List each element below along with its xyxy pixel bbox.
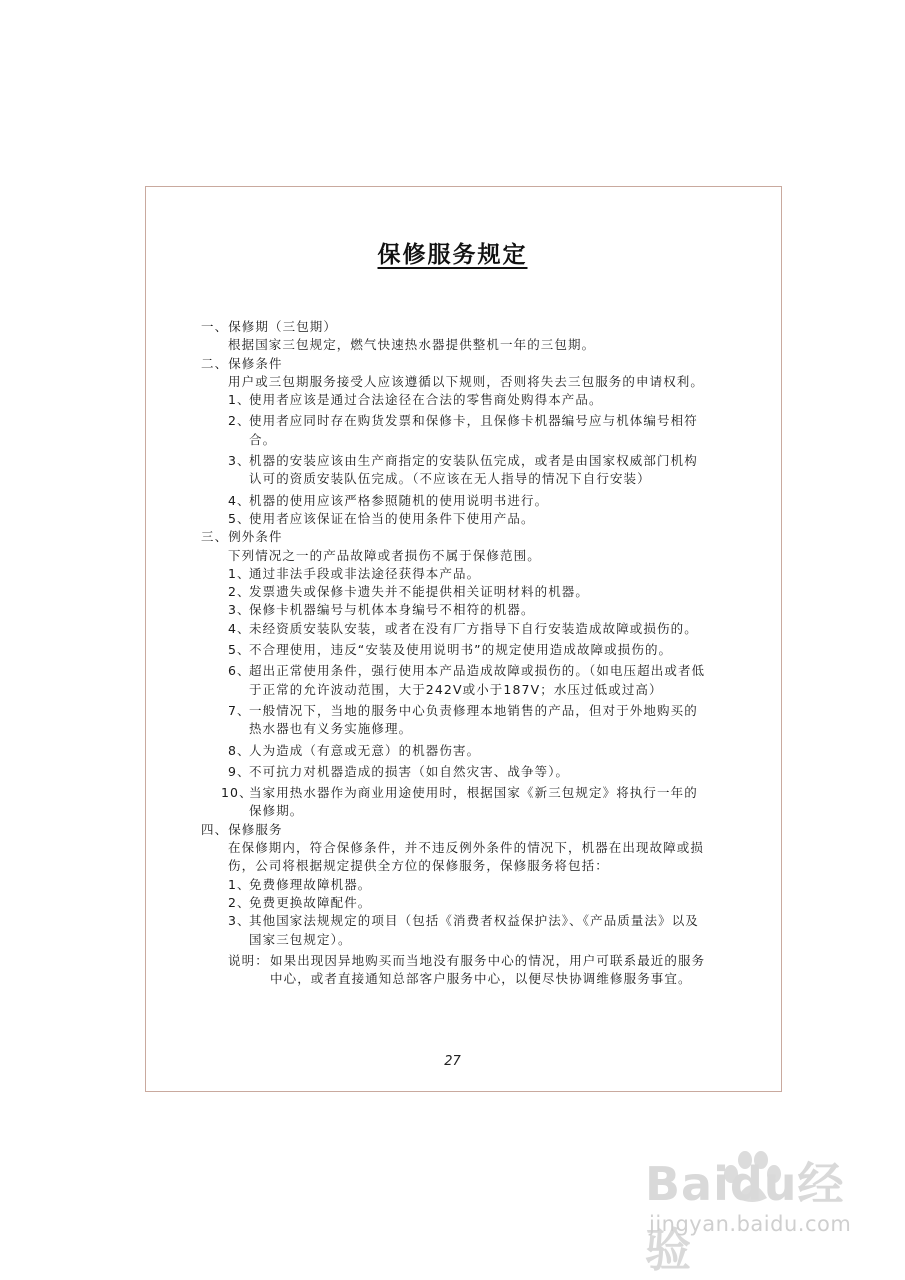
list-item <box>201 492 711 510</box>
item-number: 7、 <box>228 702 251 718</box>
list-item <box>201 620 711 638</box>
note-label: 说明： <box>228 952 269 968</box>
item-text: 一般情况下，当地的服务中心负责修理本地销售的产品，但对于外地购买的热水器也有义务实施修理。 <box>249 702 698 737</box>
list-item <box>201 763 711 781</box>
watermark-logo: Baidu经验 <box>645 1157 845 1277</box>
item-number: 1、 <box>228 392 251 408</box>
item-text: 通过非法手段或非法途径获得本产品。 <box>249 565 481 581</box>
list-item <box>201 702 711 739</box>
item-text: 免费更换故障配件。 <box>249 894 372 910</box>
item-text: 当家用热水器作为商业用途使用时，根据国家《新三包规定》将执行一年的保修期。 <box>249 785 698 819</box>
item-text: 机器的使用应该严格参照随机的使用说明书进行。 <box>249 492 549 508</box>
list-item <box>201 452 711 489</box>
item-text: 其他国家法规规定的项目（包括《消费者权益保护法》、《产品质量法》以及国家三包规定）。 <box>249 913 699 947</box>
item-number: 6、 <box>228 663 251 679</box>
document-title: 保修服务规定 <box>377 242 528 268</box>
item-text: 使用者应该保证在恰当的使用条件下使用产品。 <box>249 510 535 526</box>
item-number: 9、 <box>228 763 251 779</box>
list-item <box>201 784 711 821</box>
list-item <box>201 894 711 912</box>
item-text: 未经资质安装队安装，或者在没有厂方指导下自行安装造成故障或损伤的。 <box>249 620 698 636</box>
item-text: 不可抗力对机器造成的损害（如自然灾害、战争等）。 <box>249 763 570 779</box>
item-number: 10、 <box>221 785 253 801</box>
item-number: 3、 <box>228 913 251 929</box>
document-body <box>201 318 711 988</box>
list-item <box>201 876 711 894</box>
watermark-url: jingyan.baidu.com <box>649 1212 852 1236</box>
section-heading: 四、保修服务 <box>201 821 283 837</box>
list-item <box>201 391 711 409</box>
section-warranty-service <box>201 821 711 989</box>
note <box>201 952 711 989</box>
item-text: 免费修理故障机器。 <box>249 876 372 892</box>
list-item <box>201 565 711 583</box>
item-number: 3、 <box>228 453 251 469</box>
item-number: 3、 <box>228 602 251 618</box>
item-number: 4、 <box>228 620 251 636</box>
section-intro: 用户或三包期服务接受人应该遵循以下规则，否则将失去三包服务的申请权利。 <box>228 373 705 389</box>
item-text: 人为造成（有意或无意）的机器伤害。 <box>249 742 481 758</box>
section-heading: 三、例外条件 <box>201 529 283 545</box>
item-number: 2、 <box>228 894 251 910</box>
item-text: 机器的安装应该由生产商指定的安装队伍完成，或者是由国家权威部门机构认可的资质安装队伍完成。（不应该在无人指导的情况下自行安装） <box>249 453 698 487</box>
item-number: 5、 <box>228 510 251 526</box>
list-item <box>201 601 711 619</box>
note-text: 如果出现因异地购买而当地没有服务中心的情况，用户可联系最近的服务中心，或者直接通知总部客户服务中心，以便尽快协调维修服务事宜。 <box>270 952 706 987</box>
item-number: 5、 <box>228 642 251 658</box>
item-text: 发票遗失或保修卡遗失并不能提供相关证明材料的机器。 <box>249 584 590 600</box>
section-heading: 一、保修期（三包期） <box>201 319 338 334</box>
document-title-wrap <box>0 236 905 269</box>
list-item <box>201 641 711 659</box>
item-number: 1、 <box>228 876 251 892</box>
list-item <box>201 412 711 449</box>
section-warranty-period <box>201 318 711 355</box>
baidu-jingyan-watermark <box>645 1148 865 1277</box>
section-exceptions <box>201 528 711 820</box>
list-item <box>201 583 711 601</box>
item-text: 保修卡机器编号与机体本身编号不相符的机器。 <box>249 602 535 618</box>
item-number: 8、 <box>228 742 251 758</box>
item-text: 使用者应同时存在购货发票和保修卡，且保修卡机器编号应与机体编号相符合。 <box>249 413 698 447</box>
item-number: 2、 <box>228 584 251 600</box>
item-number: 2、 <box>228 413 251 429</box>
item-number: 4、 <box>228 492 251 508</box>
list-item <box>201 912 711 949</box>
section-intro: 根据国家三包规定，燃气快速热水器提供整机一年的三包期。 <box>228 337 596 353</box>
section-intro: 下列情况之一的产品故障或者损伤不属于保修范围。 <box>228 547 541 563</box>
list-item <box>201 662 711 699</box>
section-intro: 在保修期内，符合保修条件，并不违反例外条件的情况下，机器在出现故障或损伤，公司将根据规定提供全方位的保修服务，保修服务将包括： <box>228 840 705 874</box>
item-text: 使用者应该是通过合法途径在合法的零售商处购得本产品。 <box>249 392 603 408</box>
section-heading: 二、保修条件 <box>201 355 283 371</box>
item-text: 不合理使用，违反“安装及使用说明书”的规定使用造成故障或损伤的。 <box>249 642 673 658</box>
list-item <box>201 510 711 528</box>
section-warranty-conditions <box>201 355 711 529</box>
item-number: 1、 <box>228 565 251 581</box>
list-item <box>201 742 711 760</box>
page-number: 27 <box>444 1054 461 1069</box>
item-text: 超出正常使用条件，强行使用本产品造成故障或损伤的。（如电压超出或者低于正常的允许波动范围，大于242V或小于187V；水压过低或过高） <box>249 663 706 697</box>
